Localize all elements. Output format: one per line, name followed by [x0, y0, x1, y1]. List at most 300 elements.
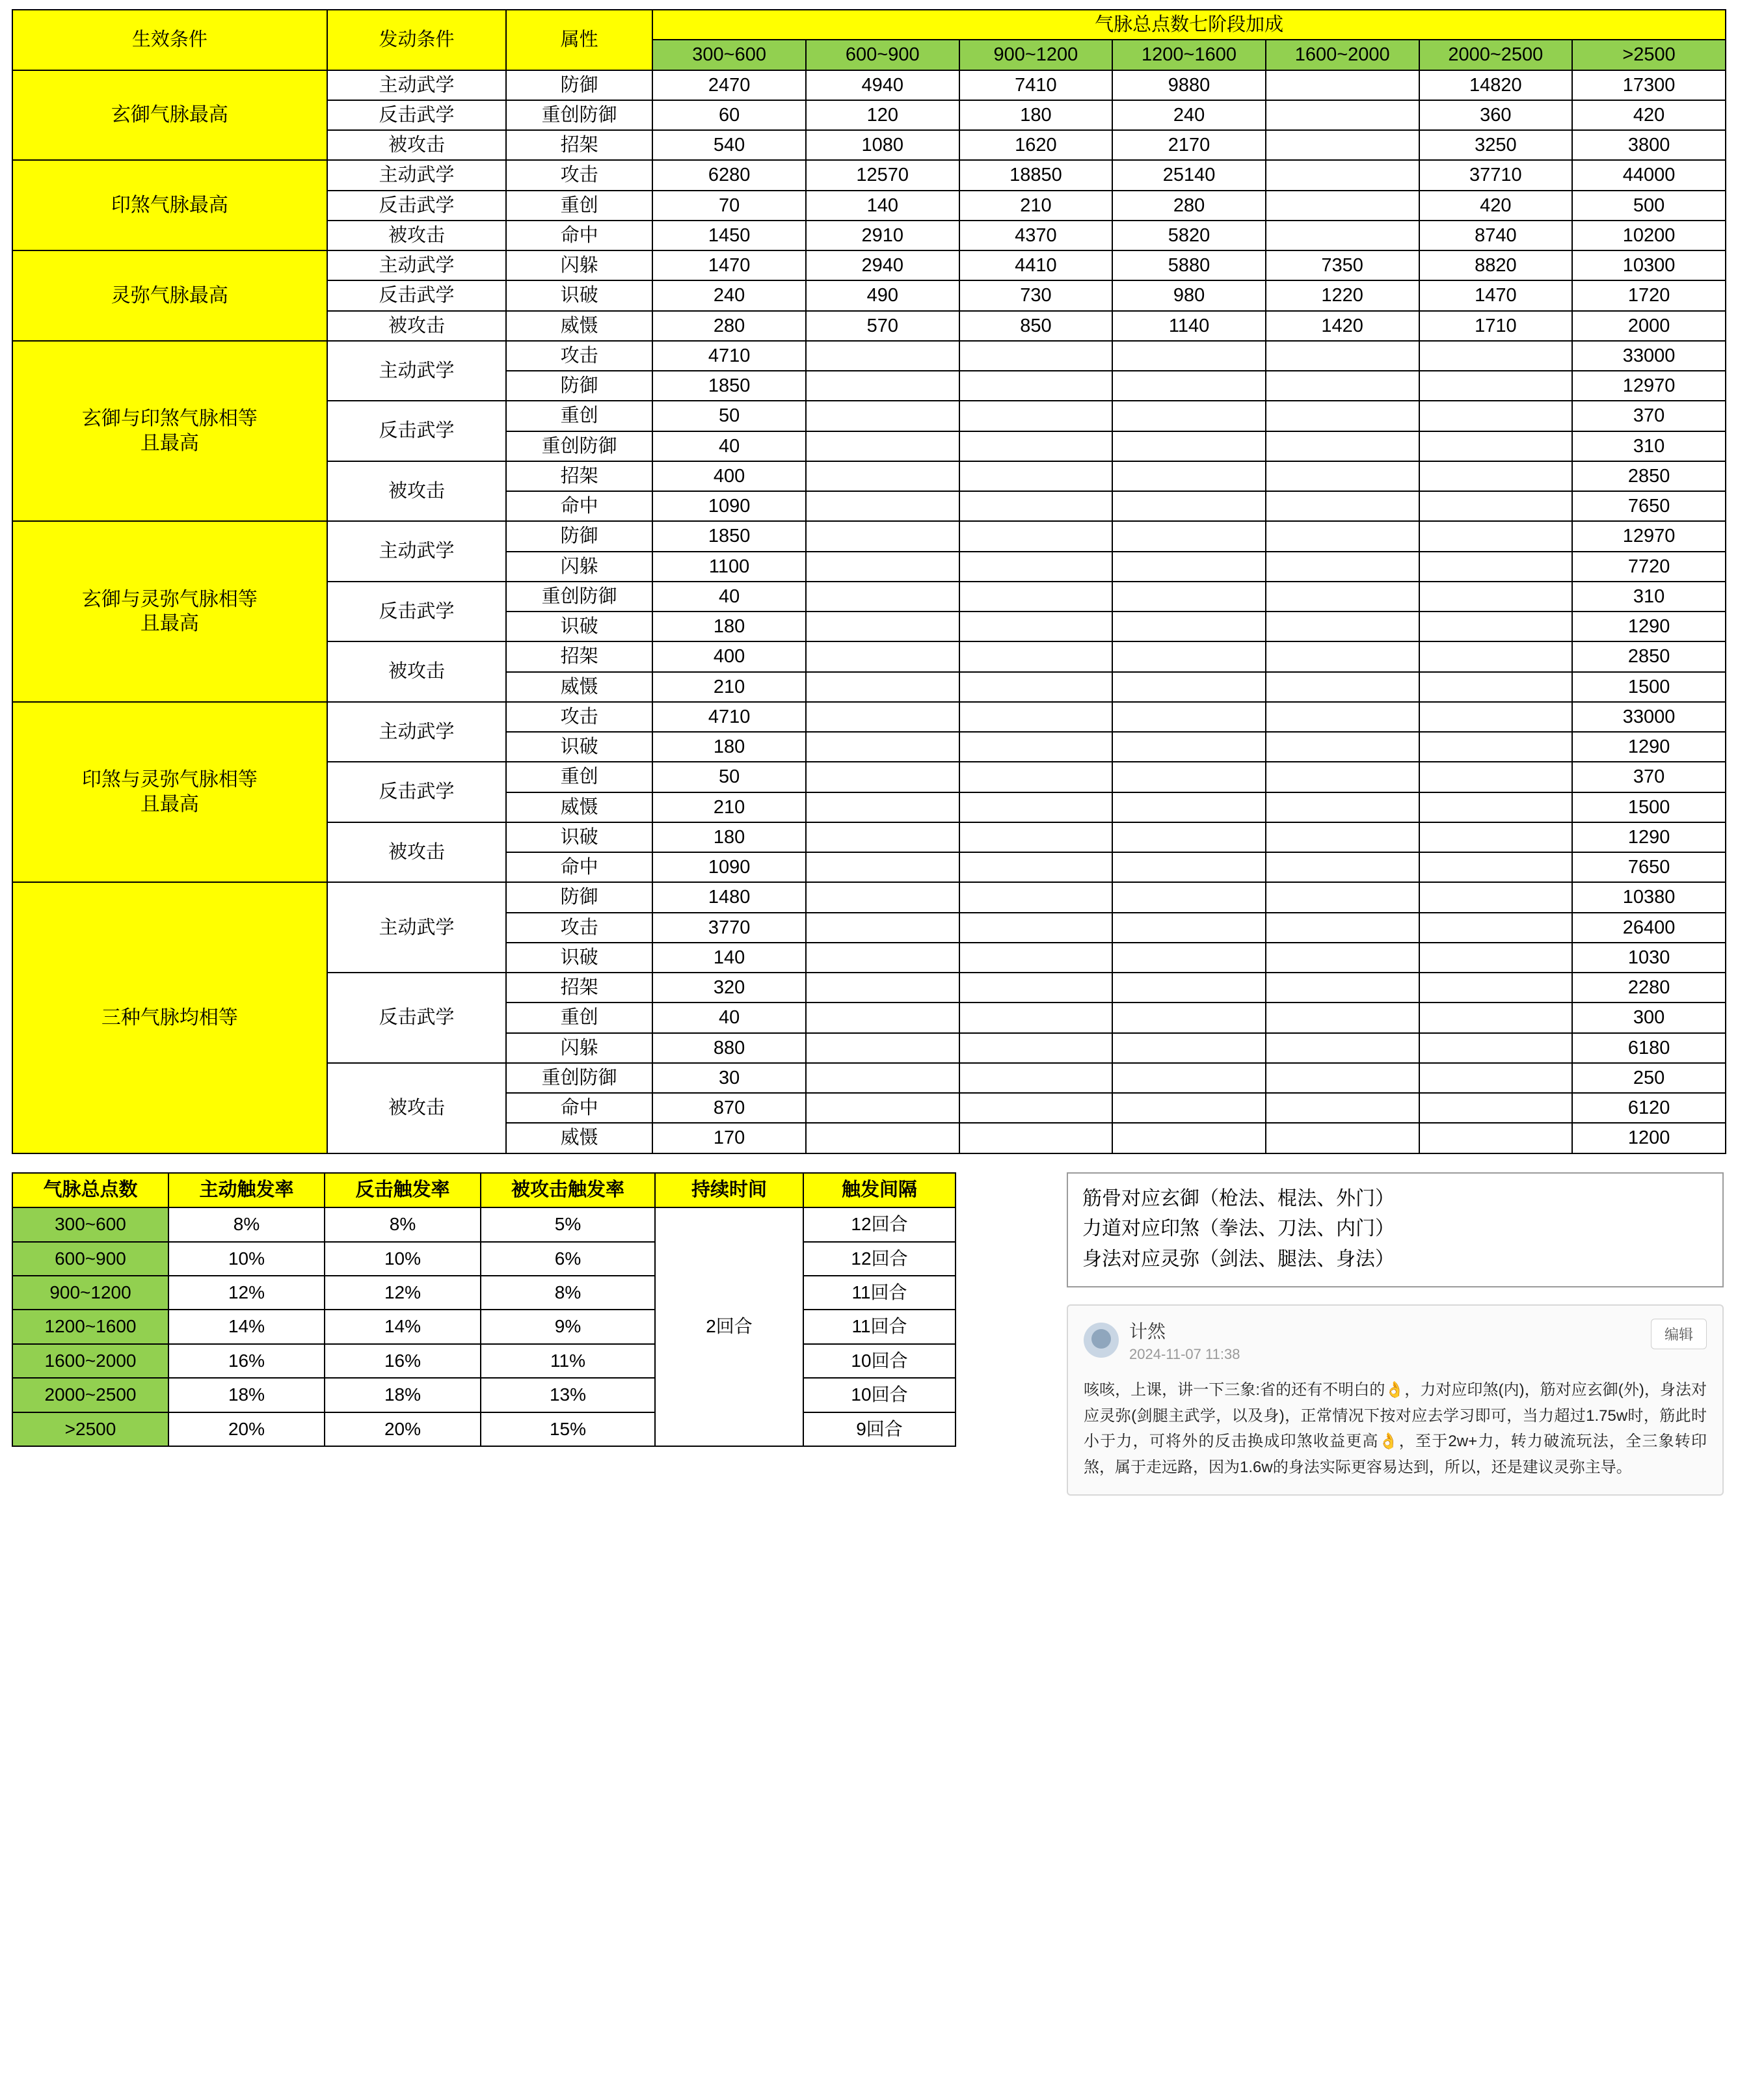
- value-cell: 1620: [959, 130, 1113, 160]
- value-cell-empty: [806, 461, 959, 491]
- header-range-4: 1600~2000: [1266, 40, 1419, 70]
- rates-active-cell: 12%: [168, 1276, 325, 1310]
- thumbs-up-icon: 👌: [1385, 1381, 1405, 1399]
- value-cell-empty: [1419, 943, 1573, 973]
- value-cell-empty: [1419, 1003, 1573, 1032]
- value-cell-empty: [1419, 822, 1573, 852]
- value-cell: 1710: [1419, 311, 1573, 341]
- value-cell-empty: [1266, 852, 1419, 882]
- note-line-1: 筋骨对应玄御（枪法、棍法、外门）: [1082, 1187, 1395, 1209]
- value-cell: 1420: [1266, 311, 1419, 341]
- attribute-cell: 重创防御: [506, 582, 652, 612]
- value-cell: 870: [652, 1093, 806, 1123]
- condition-cell: 灵弥气脉最高: [12, 250, 327, 341]
- value-cell: 1450: [652, 221, 806, 250]
- value-cell-empty: [1419, 1033, 1573, 1063]
- attribute-cell: 重创防御: [506, 1063, 652, 1093]
- comment-header: [1084, 1317, 1707, 1363]
- attribute-cell: 防御: [506, 882, 652, 912]
- value-cell-empty: [806, 1003, 959, 1032]
- table-row: [12, 341, 1726, 371]
- value-cell-empty: [1266, 431, 1419, 461]
- attribute-cell: 重创防御: [506, 100, 652, 130]
- trigger-cell: 被攻击: [327, 1063, 506, 1153]
- value-cell: 170: [652, 1123, 806, 1153]
- rates-active-cell: 16%: [168, 1344, 325, 1378]
- note-line-2: 力道对应印煞（拳法、刀法、内门）: [1082, 1218, 1395, 1239]
- value-cell: 1090: [652, 491, 806, 521]
- value-cell-empty: [806, 552, 959, 582]
- value-cell-empty: [1419, 582, 1573, 612]
- value-cell-empty: [1112, 973, 1266, 1003]
- trigger-cell: 主动武学: [327, 702, 506, 762]
- value-cell: 1090: [652, 852, 806, 882]
- rates-attacked-cell: 11%: [481, 1344, 655, 1378]
- value-cell-empty: [1112, 1003, 1266, 1032]
- comment-author: 计然: [1129, 1321, 1166, 1341]
- value-cell: 980: [1112, 280, 1266, 310]
- value-cell-empty: [1419, 882, 1573, 912]
- condition-cell: 三种气脉均相等: [12, 882, 327, 1153]
- value-cell-empty: [1112, 792, 1266, 822]
- value-cell-empty: [1112, 762, 1266, 792]
- value-cell-empty: [1419, 461, 1573, 491]
- rates-attacked-cell: 15%: [481, 1412, 655, 1446]
- value-cell: 5820: [1112, 221, 1266, 250]
- header-range-3: 1200~1600: [1112, 40, 1266, 70]
- value-cell-empty: [959, 792, 1113, 822]
- value-cell-empty: [1112, 341, 1266, 371]
- value-cell-empty: [1266, 401, 1419, 431]
- value-cell-empty: [806, 1123, 959, 1153]
- value-cell-empty: [959, 612, 1113, 641]
- value-cell-empty: [1266, 943, 1419, 973]
- value-cell: 1220: [1266, 280, 1419, 310]
- value-cell-empty: [959, 882, 1113, 912]
- value-cell: 240: [1112, 100, 1266, 130]
- value-cell: 60: [652, 100, 806, 130]
- value-cell: 3770: [652, 913, 806, 943]
- value-cell: 210: [959, 191, 1113, 221]
- value-cell: 310: [1572, 431, 1726, 461]
- value-cell: 4710: [652, 702, 806, 732]
- bottom-section: [12, 1172, 1726, 1496]
- rates-header-5: 触发间隔: [803, 1173, 956, 1208]
- header-attribute: 属性: [506, 10, 652, 70]
- table-row: [12, 160, 1726, 190]
- value-cell: 880: [652, 1033, 806, 1063]
- value-cell-empty: [1266, 130, 1419, 160]
- trigger-cell: 反击武学: [327, 191, 506, 221]
- value-cell-empty: [959, 973, 1113, 1003]
- condition-cell: 印煞与灵弥气脉相等 且最高: [12, 702, 327, 883]
- value-cell: 44000: [1572, 160, 1726, 190]
- value-cell: 1470: [652, 250, 806, 280]
- value-cell-empty: [1266, 221, 1419, 250]
- value-cell-empty: [1266, 792, 1419, 822]
- value-cell: 2850: [1572, 641, 1726, 671]
- trigger-cell: 主动武学: [327, 250, 506, 280]
- value-cell-empty: [1112, 612, 1266, 641]
- trigger-cell: 被攻击: [327, 641, 506, 702]
- trigger-cell: 反击武学: [327, 582, 506, 642]
- right-column: [1067, 1172, 1724, 1496]
- rates-attacked-cell: 8%: [481, 1276, 655, 1310]
- attribute-cell: 重创: [506, 762, 652, 792]
- value-cell-empty: [1112, 431, 1266, 461]
- trigger-cell: 被攻击: [327, 221, 506, 250]
- value-cell: 250: [1572, 1063, 1726, 1093]
- attribute-cell: 攻击: [506, 160, 652, 190]
- edit-button[interactable]: 编辑: [1651, 1319, 1707, 1349]
- header-range-2: 900~1200: [959, 40, 1113, 70]
- value-cell-empty: [1112, 672, 1266, 702]
- value-cell-empty: [1112, 641, 1266, 671]
- value-cell-empty: [1266, 732, 1419, 762]
- value-cell-empty: [1112, 1033, 1266, 1063]
- value-cell-empty: [1112, 913, 1266, 943]
- rates-interval-cell: 9回合: [803, 1412, 956, 1446]
- rates-counter-cell: 20%: [325, 1412, 481, 1446]
- value-cell-empty: [1266, 371, 1419, 401]
- value-cell-empty: [1266, 582, 1419, 612]
- value-cell: 70: [652, 191, 806, 221]
- comment-body-part-3: ，至于2w+力，转力破流玩法，全三象转印煞，属于走远路，因为1.6w的身法实际更容易达到，所以，还是建议灵弥主导。: [1084, 1433, 1707, 1476]
- rates-counter-cell: 12%: [325, 1276, 481, 1310]
- value-cell-empty: [959, 1093, 1113, 1123]
- value-cell: 180: [652, 732, 806, 762]
- value-cell-empty: [1112, 732, 1266, 762]
- value-cell-empty: [806, 641, 959, 671]
- rates-range-cell: 900~1200: [12, 1276, 168, 1310]
- value-cell: 180: [652, 612, 806, 641]
- value-cell: 180: [652, 822, 806, 852]
- rates-header-1: 主动触发率: [168, 1173, 325, 1208]
- value-cell-empty: [1266, 341, 1419, 371]
- value-cell: 210: [652, 672, 806, 702]
- value-cell-empty: [1266, 1003, 1419, 1032]
- rates-counter-cell: 16%: [325, 1344, 481, 1378]
- trigger-cell: 被攻击: [327, 311, 506, 341]
- value-cell-empty: [806, 732, 959, 762]
- rates-active-cell: 18%: [168, 1378, 325, 1412]
- attribute-cell: 重创: [506, 191, 652, 221]
- value-cell: 730: [959, 280, 1113, 310]
- value-cell-empty: [959, 822, 1113, 852]
- value-cell-empty: [959, 852, 1113, 882]
- value-cell-empty: [1112, 461, 1266, 491]
- value-cell: 7350: [1266, 250, 1419, 280]
- value-cell: 420: [1419, 191, 1573, 221]
- attribute-cell: 闪躲: [506, 552, 652, 582]
- comment-timestamp: 2024-11-07 11:38: [1129, 1346, 1240, 1362]
- value-cell-empty: [806, 521, 959, 551]
- value-cell: 4940: [806, 70, 959, 100]
- value-cell-empty: [806, 913, 959, 943]
- value-cell: 8820: [1419, 250, 1573, 280]
- value-cell: 370: [1572, 401, 1726, 431]
- value-cell-empty: [959, 913, 1113, 943]
- rates-range-cell: 300~600: [12, 1207, 168, 1241]
- attribute-cell: 招架: [506, 130, 652, 160]
- thumbs-up-icon-2: 👌: [1378, 1433, 1399, 1451]
- rates-row: [12, 1207, 956, 1241]
- table-row: [12, 521, 1726, 551]
- table-row: [12, 882, 1726, 912]
- value-cell-empty: [959, 702, 1113, 732]
- value-cell-empty: [1419, 341, 1573, 371]
- value-cell: 12970: [1572, 371, 1726, 401]
- attribute-cell: 威慑: [506, 311, 652, 341]
- value-cell-empty: [806, 882, 959, 912]
- value-cell-empty: [959, 762, 1113, 792]
- value-cell-empty: [1419, 401, 1573, 431]
- attribute-cell: 识破: [506, 732, 652, 762]
- value-cell: 26400: [1572, 913, 1726, 943]
- attribute-cell: 识破: [506, 822, 652, 852]
- trigger-rates-table: [12, 1172, 956, 1447]
- value-cell: 2170: [1112, 130, 1266, 160]
- value-cell: 40: [652, 431, 806, 461]
- attribute-cell: 重创: [506, 1003, 652, 1032]
- value-cell: 2280: [1572, 973, 1726, 1003]
- rates-row: [12, 1378, 956, 1412]
- value-cell-empty: [1419, 1063, 1573, 1093]
- value-cell-empty: [1419, 612, 1573, 641]
- condition-cell: 玄御与印煞气脉相等 且最高: [12, 341, 327, 522]
- value-cell: 40: [652, 582, 806, 612]
- value-cell: 5880: [1112, 250, 1266, 280]
- value-cell: 50: [652, 401, 806, 431]
- attribute-cell: 攻击: [506, 341, 652, 371]
- value-cell-empty: [959, 552, 1113, 582]
- table-body: [12, 70, 1726, 1153]
- rates-body: [12, 1207, 956, 1446]
- condition-cell: 印煞气脉最高: [12, 160, 327, 250]
- rates-duration-cell: 2回合: [655, 1207, 803, 1446]
- value-cell: 490: [806, 280, 959, 310]
- notes-box: [1067, 1172, 1724, 1288]
- value-cell: 180: [959, 100, 1113, 130]
- rates-header-4: 持续时间: [655, 1173, 803, 1208]
- value-cell-empty: [1419, 552, 1573, 582]
- value-cell-empty: [1112, 1123, 1266, 1153]
- value-cell: 50: [652, 762, 806, 792]
- rates-active-cell: 14%: [168, 1310, 325, 1343]
- rates-range-cell: 600~900: [12, 1242, 168, 1276]
- value-cell: 1470: [1419, 280, 1573, 310]
- rates-header-2: 反击触发率: [325, 1173, 481, 1208]
- value-cell-empty: [959, 521, 1113, 551]
- trigger-cell: 被攻击: [327, 822, 506, 883]
- value-cell: 1080: [806, 130, 959, 160]
- value-cell: 6180: [1572, 1033, 1726, 1063]
- value-cell-empty: [959, 431, 1113, 461]
- value-cell: 1030: [1572, 943, 1726, 973]
- value-cell-empty: [959, 943, 1113, 973]
- attribute-cell: 威慑: [506, 672, 652, 702]
- value-cell-empty: [806, 582, 959, 612]
- value-cell: 4370: [959, 221, 1113, 250]
- value-cell: 40: [652, 1003, 806, 1032]
- value-cell-empty: [806, 852, 959, 882]
- value-cell-empty: [1419, 973, 1573, 1003]
- rates-row: [12, 1310, 956, 1343]
- rates-range-cell: 1600~2000: [12, 1344, 168, 1378]
- attribute-cell: 攻击: [506, 702, 652, 732]
- attribute-cell: 重创: [506, 401, 652, 431]
- value-cell-empty: [959, 1033, 1113, 1063]
- rates-attacked-cell: 5%: [481, 1207, 655, 1241]
- value-cell: 8740: [1419, 221, 1573, 250]
- rates-header-row: [12, 1173, 956, 1208]
- rates-interval-cell: 10回合: [803, 1378, 956, 1412]
- value-cell-empty: [959, 641, 1113, 671]
- attribute-cell: 威慑: [506, 1123, 652, 1153]
- value-cell-empty: [1266, 612, 1419, 641]
- header-range-0: 300~600: [652, 40, 806, 70]
- value-cell: 1140: [1112, 311, 1266, 341]
- value-cell: 1290: [1572, 612, 1726, 641]
- value-cell-empty: [806, 672, 959, 702]
- rates-attacked-cell: 6%: [481, 1242, 655, 1276]
- value-cell: 400: [652, 461, 806, 491]
- value-cell: 9880: [1112, 70, 1266, 100]
- value-cell-empty: [1419, 913, 1573, 943]
- rates-range-cell: 1200~1600: [12, 1310, 168, 1343]
- value-cell-empty: [1112, 943, 1266, 973]
- rates-interval-cell: 10回合: [803, 1344, 956, 1378]
- value-cell: 6120: [1572, 1093, 1726, 1123]
- value-cell-empty: [1112, 521, 1266, 551]
- rates-header-3: 被攻击触发率: [481, 1173, 655, 1208]
- value-cell-empty: [1112, 491, 1266, 521]
- value-cell: 300: [1572, 1003, 1726, 1032]
- value-cell: 7650: [1572, 491, 1726, 521]
- rates-counter-cell: 8%: [325, 1207, 481, 1241]
- value-cell: 3800: [1572, 130, 1726, 160]
- value-cell-empty: [1419, 1093, 1573, 1123]
- value-cell: 120: [806, 100, 959, 130]
- value-cell: 33000: [1572, 341, 1726, 371]
- trigger-cell: 主动武学: [327, 160, 506, 190]
- value-cell-empty: [1112, 1093, 1266, 1123]
- value-cell-empty: [1266, 100, 1419, 130]
- value-cell: 1720: [1572, 280, 1726, 310]
- value-cell: 320: [652, 973, 806, 1003]
- attribute-cell: 招架: [506, 973, 652, 1003]
- value-cell: 400: [652, 641, 806, 671]
- header-condition: 生效条件: [12, 10, 327, 70]
- value-cell: 1850: [652, 521, 806, 551]
- value-cell-empty: [806, 792, 959, 822]
- table-row: [12, 70, 1726, 100]
- value-cell: 1100: [652, 552, 806, 582]
- table-row: [12, 702, 1726, 732]
- value-cell-empty: [959, 1063, 1113, 1093]
- value-cell-empty: [1266, 461, 1419, 491]
- value-cell: 30: [652, 1063, 806, 1093]
- value-cell-empty: [1112, 401, 1266, 431]
- value-cell: 500: [1572, 191, 1726, 221]
- attribute-cell: 闪躲: [506, 1033, 652, 1063]
- qimai-bonus-table: [12, 9, 1726, 1154]
- value-cell-empty: [1266, 973, 1419, 1003]
- value-cell-empty: [1112, 1063, 1266, 1093]
- condition-cell: 玄御与灵弥气脉相等 且最高: [12, 521, 327, 702]
- header-range-1: 600~900: [806, 40, 959, 70]
- attribute-cell: 命中: [506, 221, 652, 250]
- attribute-cell: 命中: [506, 852, 652, 882]
- trigger-cell: 反击武学: [327, 100, 506, 130]
- value-cell: 850: [959, 311, 1113, 341]
- value-cell: 570: [806, 311, 959, 341]
- value-cell: 10380: [1572, 882, 1726, 912]
- value-cell-empty: [806, 702, 959, 732]
- value-cell-empty: [1419, 702, 1573, 732]
- value-cell-empty: [1419, 641, 1573, 671]
- trigger-cell: 反击武学: [327, 762, 506, 822]
- value-cell: 2470: [652, 70, 806, 100]
- rates-active-cell: 20%: [168, 1412, 325, 1446]
- rates-range-cell: 2000~2500: [12, 1378, 168, 1412]
- value-cell: 1500: [1572, 792, 1726, 822]
- value-cell-empty: [959, 672, 1113, 702]
- value-cell-empty: [806, 943, 959, 973]
- value-cell-empty: [1112, 882, 1266, 912]
- value-cell-empty: [1419, 491, 1573, 521]
- value-cell-empty: [1266, 1093, 1419, 1123]
- value-cell-empty: [1266, 1033, 1419, 1063]
- value-cell: 140: [806, 191, 959, 221]
- rates-row: [12, 1412, 956, 1446]
- value-cell-empty: [1266, 552, 1419, 582]
- value-cell-empty: [1419, 792, 1573, 822]
- attribute-cell: 识破: [506, 612, 652, 641]
- value-cell-empty: [1419, 732, 1573, 762]
- header-group: 气脉总点数七阶段加成: [652, 10, 1726, 40]
- rates-range-cell: >2500: [12, 1412, 168, 1446]
- value-cell: 25140: [1112, 160, 1266, 190]
- comment-body: [1084, 1377, 1707, 1480]
- value-cell-empty: [1419, 672, 1573, 702]
- value-cell-empty: [959, 341, 1113, 371]
- value-cell-empty: [1419, 852, 1573, 882]
- attribute-cell: 威慑: [506, 792, 652, 822]
- rates-attacked-cell: 9%: [481, 1310, 655, 1343]
- value-cell: 1290: [1572, 732, 1726, 762]
- value-cell: 2850: [1572, 461, 1726, 491]
- value-cell: 7650: [1572, 852, 1726, 882]
- rates-attacked-cell: 13%: [481, 1378, 655, 1412]
- attribute-cell: 招架: [506, 641, 652, 671]
- rates-active-cell: 10%: [168, 1242, 325, 1276]
- value-cell-empty: [1419, 1123, 1573, 1153]
- value-cell: 360: [1419, 100, 1573, 130]
- rates-counter-cell: 14%: [325, 1310, 481, 1343]
- value-cell: 4410: [959, 250, 1113, 280]
- value-cell-empty: [806, 1063, 959, 1093]
- rates-interval-cell: 11回合: [803, 1310, 956, 1343]
- rates-interval-cell: 12回合: [803, 1242, 956, 1276]
- rates-row: [12, 1344, 956, 1378]
- value-cell: 2910: [806, 221, 959, 250]
- value-cell-empty: [1419, 762, 1573, 792]
- value-cell-empty: [806, 1093, 959, 1123]
- value-cell-empty: [1112, 582, 1266, 612]
- value-cell-empty: [1266, 822, 1419, 852]
- value-cell: 1290: [1572, 822, 1726, 852]
